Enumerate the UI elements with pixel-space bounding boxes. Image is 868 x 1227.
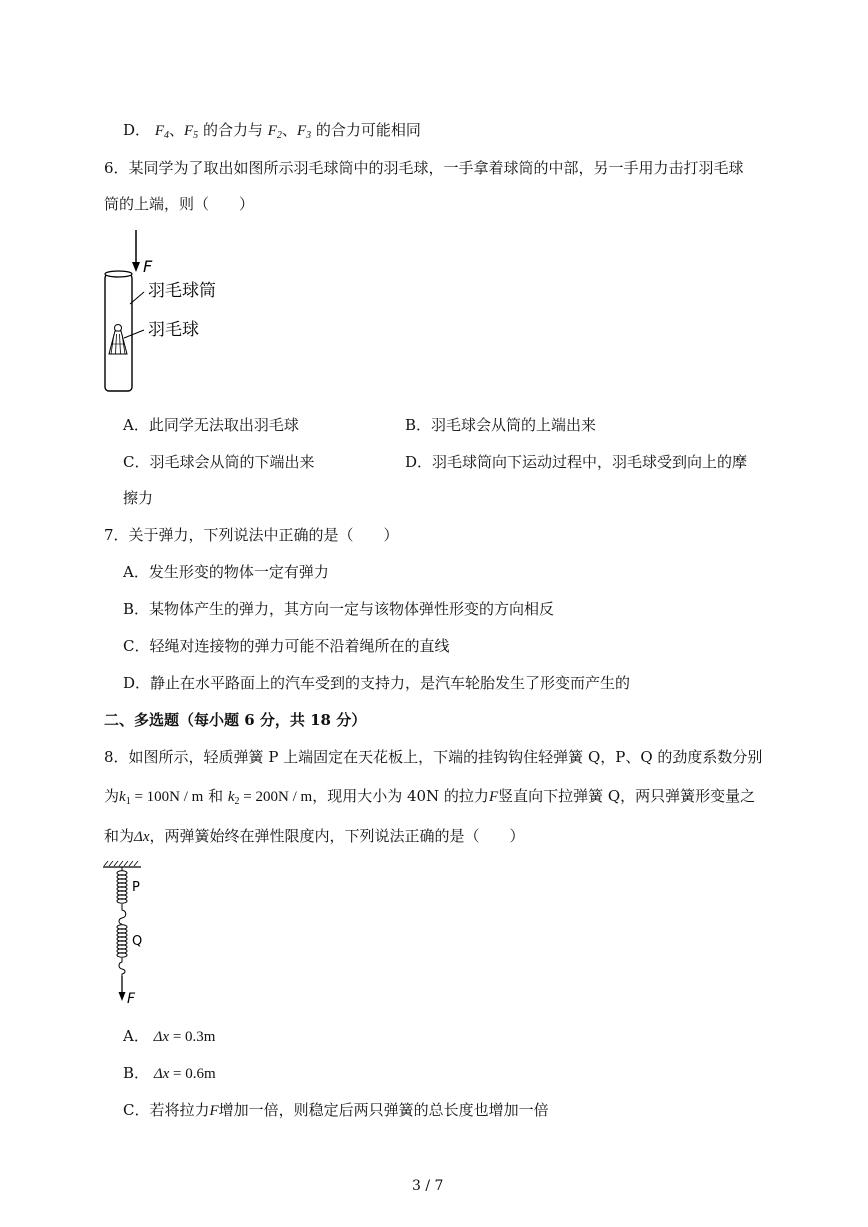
q6-option-a: A．此同学无法取出羽毛球 (123, 416, 299, 434)
spring-p-label: P (132, 880, 140, 895)
option-a-expression: Δx = 0.3m (153, 1029, 216, 1045)
q8-option-b: B． Δx = 0.6m (123, 1064, 216, 1082)
q7-option-b: B．某物体产生的弹力，其方向一定与该物体弹性形变的方向相反 (123, 600, 555, 618)
option-b-expression: Δx = 0.6m (153, 1066, 216, 1082)
q6-option-b: B．羽毛球会从筒的上端出来 (405, 416, 597, 434)
f4-symbol: $F_4$ (154, 123, 169, 141)
ceiling-hatch (103, 861, 141, 867)
q7-option-c: C．轻绳对连接物的弹力可能不沿着绳所在的直线 (123, 637, 450, 655)
q8-stem-line1: 8．如图所示，轻质弹簧 P 上端固定在天花板上，下端的挂钩钩住轻弹簧 Q，P、Q 的劲度系数分别 (104, 748, 763, 766)
badminton-tube-figure (96, 226, 246, 398)
bottom-hook (119, 958, 125, 976)
q8-option-c: C．若将拉力F增加一倍，则稳定后两只弹簧的总长度也增加一倍 (123, 1101, 549, 1119)
q6-stem-line2: 筒的上端，则（ ） (104, 195, 255, 213)
force-symbol: F (209, 1103, 219, 1119)
hook-connector (119, 904, 126, 924)
k1-expression: $k_1 = 100N / m$ (119, 789, 204, 807)
q5-option-d: D． $F_4$、$F_5$ 的合力与 $F_2$、$F_3$ 的合力可能相同 (123, 121, 421, 141)
f5-symbol: $F_5$ (184, 123, 199, 141)
delta-x-symbol: Δx (134, 829, 150, 845)
tube-top (105, 271, 132, 277)
q7-stem: 7．关于弹力，下列说法中正确的是（ ） (104, 526, 399, 544)
q6-option-d-line2: 擦力 (123, 489, 154, 507)
spring-q-label: Q (132, 934, 143, 949)
pull-force-label: F (127, 991, 136, 1007)
page-number: 3 / 7 (412, 1178, 444, 1194)
q8-option-a: A． Δx = 0.3m (123, 1027, 216, 1045)
pull-arrow-head (119, 992, 126, 1001)
spring-p-coil (117, 871, 127, 903)
force-arrow-head (132, 262, 140, 272)
q8-stem-line3: 和为Δx，两弹簧始终在弹性限度内，下列说法正确的是（ ） (104, 827, 525, 845)
shuttlecock-icon (109, 325, 127, 355)
tube-label: 羽毛球筒 (148, 281, 216, 301)
force-label: F (143, 257, 153, 276)
force-symbol: F (488, 789, 499, 805)
q6-option-d-line1: D．羽毛球筒向下运动过程中，羽毛球受到向上的摩 (405, 453, 748, 471)
q7-option-a: A．发生形变的物体一定有弹力 (123, 563, 329, 581)
q6-stem-line1: 6．某同学为了取出如图所示羽毛球筒中的羽毛球，一手拿着球筒的中部，另一手用力击打羽毛球 (104, 159, 744, 177)
f2-symbol: $F_2$ (267, 123, 282, 141)
spring-q-coil (117, 925, 127, 957)
section-heading: 二、多选题（每小题 6 分，共 18 分） (104, 711, 367, 729)
q8-stem-line2: 为$k_1 = 100N / m$ 和 $k_2 = 200N / m$，现用大小为 40N 的拉力F竖直向下拉弹簧 Q，两只弹簧形变量之 (104, 787, 756, 807)
q7-option-d: D．静止在水平路面上的汽车受到的支持力，是汽车轮胎发生了形变而产生的 (123, 674, 631, 692)
ball-leader-line (124, 330, 144, 338)
k2-expression: $k_2 = 200N / m$ (227, 789, 313, 807)
f3-symbol: $F_3$ (296, 123, 312, 141)
ball-label: 羽毛球 (148, 320, 199, 340)
spring-figure (96, 858, 166, 1010)
q6-option-c: C．羽毛球会从筒的下端出来 (123, 453, 315, 471)
